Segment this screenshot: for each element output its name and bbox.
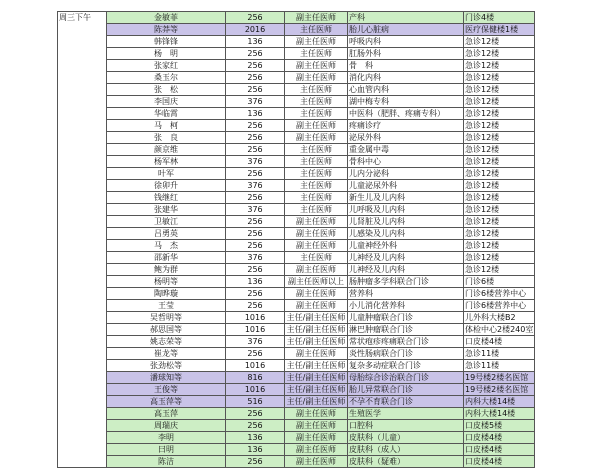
location-cell: 内科大楼14楼	[464, 396, 535, 408]
department-cell: 儿感染及儿内科	[348, 228, 464, 240]
fee-code-cell: 256	[226, 420, 285, 432]
fee-code-cell: 256	[226, 216, 285, 228]
doctor-name-cell: 陶晔璇	[107, 288, 226, 300]
department-cell: 儿神经及儿内科	[348, 264, 464, 276]
fee-code-cell: 256	[226, 72, 285, 84]
department-cell: 中医科（肥胖、疼痛专科）	[348, 108, 464, 120]
fee-code-cell: 256	[226, 84, 285, 96]
doctor-name-cell: 李明	[107, 432, 226, 444]
location-cell: 急诊12楼	[464, 168, 535, 180]
department-cell: 呼吸内科	[348, 36, 464, 48]
department-cell: 儿肾脏及儿内科	[348, 216, 464, 228]
location-cell: 急诊12楼	[464, 264, 535, 276]
table-row	[58, 300, 535, 312]
day-label: 周三下午	[58, 12, 107, 468]
location-cell: 急诊11楼	[464, 348, 535, 360]
fee-code-cell: 816	[226, 372, 285, 384]
fee-code-cell: 376	[226, 204, 285, 216]
department-cell: 肠肿瘤多学科联合门诊	[348, 276, 464, 288]
fee-code-cell: 376	[226, 180, 285, 192]
fee-code-cell: 256	[226, 228, 285, 240]
doctor-title-cell: 主任医师	[285, 144, 348, 156]
table-row	[58, 252, 535, 264]
fee-code-cell: 256	[226, 300, 285, 312]
doctor-title-cell: 主任/副主任医师	[285, 396, 348, 408]
fee-code-cell: 256	[226, 240, 285, 252]
fee-code-cell: 136	[226, 108, 285, 120]
table-row	[58, 36, 535, 48]
table-row	[58, 312, 535, 324]
doctor-title-cell: 副主任医师	[285, 60, 348, 72]
location-cell: 急诊12楼	[464, 204, 535, 216]
location-cell: 急诊12楼	[464, 216, 535, 228]
location-cell: 门诊6楼营养中心	[464, 300, 535, 312]
department-cell: 儿童神经外科	[348, 240, 464, 252]
doctor-title-cell: 副主任医师	[285, 132, 348, 144]
table-row	[58, 12, 535, 24]
table-row	[58, 384, 535, 396]
location-cell: 急诊11楼	[464, 360, 535, 372]
doctor-name-cell: 杨军林	[107, 156, 226, 168]
doctor-title-cell: 副主任医师	[285, 288, 348, 300]
doctor-name-cell: 陈莽等	[107, 24, 226, 36]
department-cell: 胎儿异常联合门诊	[348, 384, 464, 396]
doctor-name-cell: 徐卯升	[107, 180, 226, 192]
doctor-title-cell: 副主任医师	[285, 432, 348, 444]
location-cell: 急诊12楼	[464, 240, 535, 252]
doctor-name-cell: 崔龙等	[107, 348, 226, 360]
doctor-name-cell: 金敏菲	[107, 12, 226, 24]
doctor-title-cell: 副主任医师	[285, 420, 348, 432]
location-cell: 急诊12楼	[464, 108, 535, 120]
doctor-title-cell: 副主任医师	[285, 240, 348, 252]
location-cell: 口皮楼4楼	[464, 456, 535, 468]
doctor-name-cell: 曰明	[107, 444, 226, 456]
fee-code-cell: 376	[226, 156, 285, 168]
table-row	[58, 276, 535, 288]
location-cell: 急诊12楼	[464, 132, 535, 144]
doctor-name-cell: 高玉萍等	[107, 396, 226, 408]
doctor-title-cell: 主任/副主任医师	[285, 336, 348, 348]
location-cell: 医疗保健楼1楼	[464, 24, 535, 36]
fee-code-cell: 256	[226, 144, 285, 156]
department-cell: 产科	[348, 12, 464, 24]
department-cell: 骨 科	[348, 60, 464, 72]
doctor-name-cell: 钱继红	[107, 192, 226, 204]
table-row	[58, 348, 535, 360]
doctor-name-cell: 张 良	[107, 132, 226, 144]
table-row	[58, 264, 535, 276]
table-row	[58, 132, 535, 144]
doctor-title-cell: 主任/副主任医师	[285, 324, 348, 336]
doctor-title-cell: 副主任医师	[285, 456, 348, 468]
location-cell: 儿外科大楼B2	[464, 312, 535, 324]
table-row	[58, 144, 535, 156]
doctor-name-cell: 周瑞庆	[107, 420, 226, 432]
location-cell: 门诊6楼	[464, 276, 535, 288]
doctor-title-cell: 主任/副主任医师	[285, 360, 348, 372]
location-cell: 急诊12楼	[464, 144, 535, 156]
fee-code-cell: 1016	[226, 360, 285, 372]
department-cell: 湖中梅专科	[348, 96, 464, 108]
table-row	[58, 120, 535, 132]
fee-code-cell: 516	[226, 396, 285, 408]
doctor-name-cell: 杨 明	[107, 48, 226, 60]
table-row	[58, 108, 535, 120]
department-cell: 骨科中心	[348, 156, 464, 168]
department-cell: 儿内分泌科	[348, 168, 464, 180]
department-cell: 皮肤科（成人）	[348, 444, 464, 456]
doctor-name-cell: 卫敏江	[107, 216, 226, 228]
table-row	[58, 228, 535, 240]
department-cell: 小儿消化营养科	[348, 300, 464, 312]
doctor-name-cell: 张家红	[107, 60, 226, 72]
table-row	[58, 204, 535, 216]
doctor-name-cell: 吕勇英	[107, 228, 226, 240]
doctor-title-cell: 主任医师	[285, 96, 348, 108]
location-cell: 急诊12楼	[464, 252, 535, 264]
fee-code-cell: 256	[226, 408, 285, 420]
table-row	[58, 48, 535, 60]
location-cell: 急诊12楼	[464, 192, 535, 204]
fee-code-cell: 136	[226, 432, 285, 444]
fee-code-cell: 136	[226, 444, 285, 456]
location-cell: 急诊12楼	[464, 60, 535, 72]
department-cell: 复杂多动症联合门诊	[348, 360, 464, 372]
location-cell: 急诊12楼	[464, 180, 535, 192]
fee-code-cell: 256	[226, 120, 285, 132]
department-cell: 生殖医学	[348, 408, 464, 420]
department-cell: 炎性肠病联合门诊	[348, 348, 464, 360]
table-row	[58, 156, 535, 168]
doctor-title-cell: 副主任医师	[285, 348, 348, 360]
table-row	[58, 360, 535, 372]
fee-code-cell: 136	[226, 36, 285, 48]
fee-code-cell: 1016	[226, 324, 285, 336]
department-cell: 新生儿及儿内科	[348, 192, 464, 204]
doctor-name-cell: 潘球知等	[107, 372, 226, 384]
location-cell: 19号楼2楼名医馆	[464, 372, 535, 384]
doctor-title-cell: 主任/副主任医师	[285, 312, 348, 324]
department-cell: 儿童肿瘤联合门诊	[348, 312, 464, 324]
department-cell: 常状疱疹疼痛联合门诊	[348, 336, 464, 348]
doctor-name-cell: 张 松	[107, 84, 226, 96]
doctor-name-cell: 陈洁	[107, 456, 226, 468]
fee-code-cell: 256	[226, 288, 285, 300]
doctor-title-cell: 主任医师	[285, 48, 348, 60]
department-cell: 泌尿外科	[348, 132, 464, 144]
fee-code-cell: 376	[226, 96, 285, 108]
fee-code-cell: 256	[226, 48, 285, 60]
doctor-name-cell: 鲍为群	[107, 264, 226, 276]
department-cell: 胎儿心脏病	[348, 24, 464, 36]
table-row	[58, 192, 535, 204]
location-cell: 急诊12楼	[464, 84, 535, 96]
doctor-name-cell: 张建华	[107, 204, 226, 216]
department-cell: 口腔科	[348, 420, 464, 432]
table-row	[58, 72, 535, 84]
fee-code-cell: 376	[226, 336, 285, 348]
table-row	[58, 420, 535, 432]
table-row	[58, 216, 535, 228]
table-row	[58, 372, 535, 384]
doctor-name-cell: 邵新华	[107, 252, 226, 264]
schedule-table	[57, 11, 535, 468]
department-cell: 淋巴肿瘤联合门诊	[348, 324, 464, 336]
table-row	[58, 408, 535, 420]
doctor-title-cell: 主任/副主任医师	[285, 384, 348, 396]
doctor-name-cell: 马 柯	[107, 120, 226, 132]
fee-code-cell: 256	[226, 168, 285, 180]
doctor-title-cell: 主任医师	[285, 168, 348, 180]
location-cell: 口皮楼5楼	[464, 420, 535, 432]
table-row	[58, 336, 535, 348]
doctor-name-cell: 高玉萍	[107, 408, 226, 420]
department-cell: 皮肤科（疑难）	[348, 456, 464, 468]
department-cell: 重金属中毒	[348, 144, 464, 156]
fee-code-cell: 2016	[226, 24, 285, 36]
doctor-title-cell: 副主任医师	[285, 120, 348, 132]
doctor-title-cell: 主任医师	[285, 204, 348, 216]
department-cell: 疼痛诊疗	[348, 120, 464, 132]
doctor-name-cell: 颜京维	[107, 144, 226, 156]
location-cell: 急诊12楼	[464, 72, 535, 84]
location-cell: 口皮楼4楼	[464, 444, 535, 456]
table-row	[58, 324, 535, 336]
doctor-name-cell: 王莹	[107, 300, 226, 312]
fee-code-cell: 256	[226, 12, 285, 24]
fee-code-cell: 136	[226, 276, 285, 288]
table-row	[58, 288, 535, 300]
fee-code-cell: 1016	[226, 384, 285, 396]
department-cell: 儿神经及儿内科	[348, 252, 464, 264]
doctor-title-cell: 副主任医师	[285, 216, 348, 228]
doctor-title-cell: 副主任医师	[285, 264, 348, 276]
table-row	[58, 396, 535, 408]
table-row	[58, 444, 535, 456]
location-cell: 内科大楼14楼	[464, 408, 535, 420]
doctor-name-cell: 叶军	[107, 168, 226, 180]
fee-code-cell: 376	[226, 252, 285, 264]
doctor-name-cell: 李国庆	[107, 96, 226, 108]
doctor-title-cell: 主任医师	[285, 156, 348, 168]
fee-code-cell: 1016	[226, 312, 285, 324]
doctor-name-cell: 王俊等	[107, 384, 226, 396]
table-row	[58, 24, 535, 36]
doctor-title-cell: 主任医师	[285, 108, 348, 120]
doctor-name-cell: 郝思国等	[107, 324, 226, 336]
doctor-title-cell: 副主任医师	[285, 12, 348, 24]
doctor-title-cell: 主任/副主任医师	[285, 372, 348, 384]
doctor-name-cell: 吴哲明等	[107, 312, 226, 324]
doctor-name-cell: 马 杰	[107, 240, 226, 252]
location-cell: 急诊12楼	[464, 48, 535, 60]
location-cell: 19号楼2楼名医馆	[464, 384, 535, 396]
table-row	[58, 60, 535, 72]
doctor-title-cell: 副主任医师	[285, 300, 348, 312]
department-cell: 儿呼吸及儿内科	[348, 204, 464, 216]
department-cell: 皮肤科（儿童）	[348, 432, 464, 444]
location-cell: 急诊12楼	[464, 36, 535, 48]
location-cell: 急诊12楼	[464, 228, 535, 240]
fee-code-cell: 256	[226, 132, 285, 144]
doctor-title-cell: 副主任医师以上	[285, 276, 348, 288]
location-cell: 门诊6楼营养中心	[464, 288, 535, 300]
doctor-name-cell: 姚志荣等	[107, 336, 226, 348]
location-cell: 口皮楼4楼	[464, 336, 535, 348]
fee-code-cell: 256	[226, 264, 285, 276]
doctor-name-cell: 杨明等	[107, 276, 226, 288]
table-row	[58, 84, 535, 96]
doctor-title-cell: 主任医师	[285, 192, 348, 204]
fee-code-cell: 256	[226, 348, 285, 360]
location-cell: 体检中心2楼240室	[465, 325, 534, 334]
doctor-title-cell: 副主任医师	[285, 444, 348, 456]
fee-code-cell: 256	[226, 456, 285, 468]
department-cell: 肛肠外科	[348, 48, 464, 60]
location-cell: 急诊12楼	[464, 156, 535, 168]
location-cell: 急诊12楼	[464, 96, 535, 108]
table-row	[58, 240, 535, 252]
table-row	[58, 456, 535, 468]
department-cell: 心血管内科	[348, 84, 464, 96]
doctor-title-cell: 主任医师	[285, 84, 348, 96]
location-cell: 急诊12楼	[464, 120, 535, 132]
doctor-name-cell: 张劲松等	[107, 360, 226, 372]
table-row	[58, 180, 535, 192]
fee-code-cell: 256	[226, 60, 285, 72]
doctor-name-cell: 韩锋锋	[107, 36, 226, 48]
department-cell: 母胎综合诊治联合门诊	[348, 372, 464, 384]
doctor-title-cell: 主任医师	[285, 24, 348, 36]
doctor-title-cell: 副主任医师	[285, 36, 348, 48]
department-cell: 儿童泌尿外科	[348, 180, 464, 192]
department-cell: 营养科	[348, 288, 464, 300]
doctor-title-cell: 主任医师	[285, 252, 348, 264]
doctor-name-cell: 华临霄	[107, 108, 226, 120]
location-cell: 口皮楼4楼	[464, 432, 535, 444]
location-cell: 门诊4楼	[464, 12, 535, 24]
department-cell: 不孕不育联合门诊	[348, 396, 464, 408]
table-row	[58, 96, 535, 108]
doctor-name-cell: 桑玉尔	[107, 72, 226, 84]
doctor-title-cell: 副主任医师	[285, 408, 348, 420]
doctor-title-cell: 副主任医师	[285, 228, 348, 240]
fee-code-cell: 256	[226, 192, 285, 204]
table-row	[58, 432, 535, 444]
department-cell: 消化内科	[348, 72, 464, 84]
table-row	[58, 168, 535, 180]
doctor-title-cell: 副主任医师	[285, 72, 348, 84]
doctor-title-cell: 主任医师	[285, 180, 348, 192]
